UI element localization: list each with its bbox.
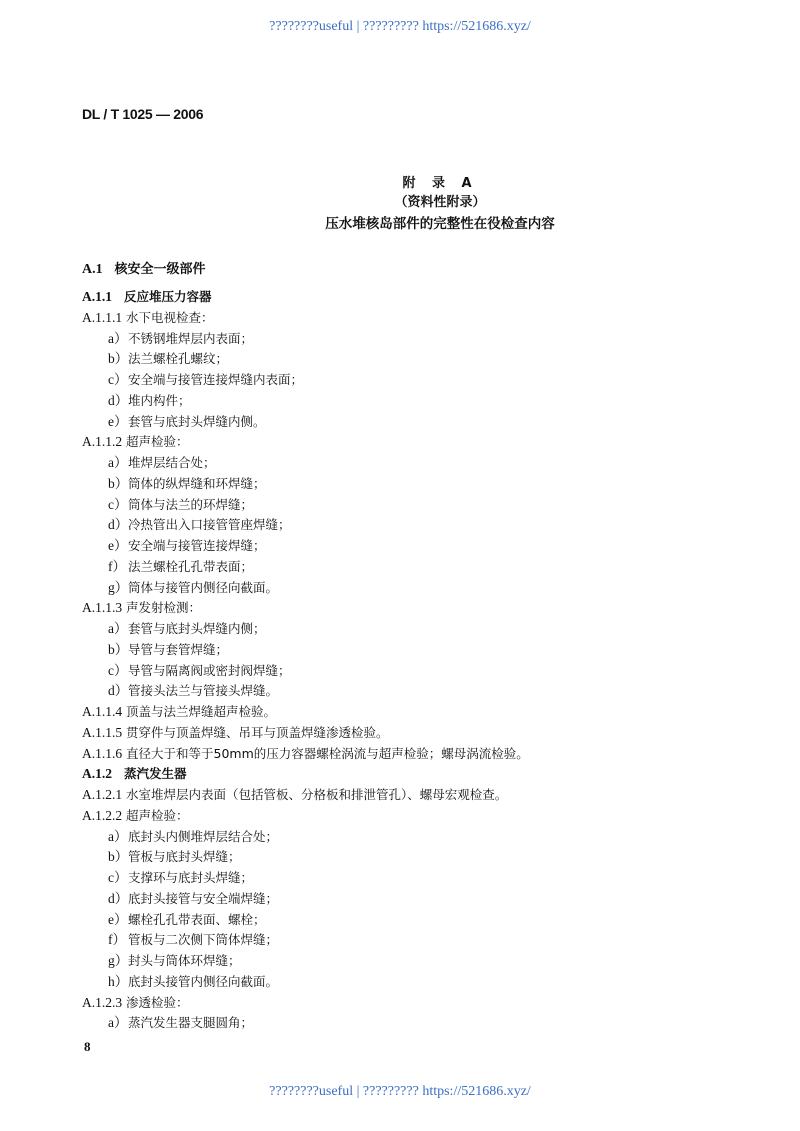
item-marker: e）	[108, 538, 128, 553]
clause	[82, 308, 782, 329]
clause	[82, 723, 782, 744]
list-item	[82, 827, 782, 848]
line-text: 贯穿件与顶盖焊缝、吊耳与顶盖焊缝渗透检验。	[126, 724, 389, 740]
line-text: 蒸汽发生器	[124, 766, 187, 782]
clause-number: A.1.2.1	[82, 787, 123, 802]
item-marker: a）	[108, 330, 128, 346]
line-text: 管板与底封头焊缝；	[128, 849, 241, 865]
list-item	[82, 370, 782, 391]
list-item	[82, 868, 782, 889]
document-body	[82, 287, 782, 1034]
line-text: 超声检验：	[126, 434, 189, 450]
item-marker: b）	[108, 351, 129, 367]
appendix-type: （资料性附录）	[394, 195, 486, 210]
list-item	[82, 930, 782, 951]
line-text: 套管与底封头焊缝内侧；	[128, 621, 266, 636]
list-item	[82, 951, 782, 972]
clause	[82, 598, 782, 619]
clause-number: A.1.2	[82, 766, 112, 782]
list-item	[82, 349, 782, 370]
list-item	[82, 619, 782, 640]
watermark-link-bottom[interactable]: ????????useful | ????????? https://521686.xyz/	[269, 1084, 531, 1099]
line-text: 不锈钢堆焊层内表面；	[128, 330, 254, 346]
list-item	[82, 515, 782, 536]
watermark-link-top[interactable]: ????????useful | ????????? https://521686.xyz/	[269, 19, 531, 34]
list-item	[82, 412, 782, 433]
clause-number: A.1.2.3	[82, 994, 123, 1010]
item-marker: e）	[108, 413, 128, 429]
section-heading	[82, 258, 206, 278]
clause-number: A.1.1.1	[82, 309, 123, 325]
clause-number: A.1.1.3	[82, 600, 123, 616]
item-marker: b）	[108, 849, 129, 865]
line-text: 超声检验：	[126, 807, 189, 823]
clause-number: A.1.1.6	[82, 745, 123, 761]
clause-number: A.1.2.2	[82, 807, 123, 823]
line-text: 封头与筒体环焊缝；	[128, 953, 241, 968]
line-text: 直径大于和等于50mm的压力容器螺栓涡流与超声检验；螺母涡流检验。	[126, 745, 529, 761]
clause-number: A.1.1.2	[82, 434, 123, 450]
clause	[82, 744, 782, 765]
appendix-label: 附 录 A	[402, 176, 478, 191]
line-text: 导管与套管焊缝；	[128, 641, 229, 657]
list-item	[82, 1013, 782, 1034]
item-marker: d）	[108, 890, 129, 906]
line-text: 支撑环与底封头焊缝；	[128, 870, 254, 885]
line-text: 堆焊层结合处；	[128, 455, 216, 470]
item-marker: f）	[108, 558, 126, 574]
list-item	[82, 495, 782, 516]
appendix-title: 压水堆核岛部件的完整性在役检查内容	[325, 216, 555, 232]
subsection-heading	[82, 764, 782, 785]
line-text: 法兰螺栓孔螺纹；	[128, 351, 229, 367]
clause	[82, 993, 782, 1014]
line-text: 法兰螺栓孔孔带表面；	[128, 558, 254, 574]
item-marker: e）	[108, 911, 128, 927]
line-text: 安全端与接管连接焊缝内表面；	[128, 372, 304, 387]
line-text: 筒体与接管内侧径向截面。	[128, 579, 279, 595]
page-number: 8	[84, 1039, 91, 1054]
line-text: 反应堆压力容器	[124, 289, 212, 304]
list-item	[82, 972, 782, 993]
item-marker: b）	[108, 475, 129, 491]
list-item	[82, 329, 782, 350]
list-item	[82, 910, 782, 931]
line-text: 顶盖与法兰焊缝超声检验。	[126, 704, 277, 719]
line-text: 渗透检验：	[126, 994, 189, 1010]
subsection-heading	[82, 287, 782, 308]
item-marker: a）	[108, 1015, 128, 1031]
list-item	[82, 578, 782, 599]
item-marker: a）	[108, 455, 128, 470]
item-marker: d）	[108, 392, 129, 408]
list-item	[82, 391, 782, 412]
item-marker: d）	[108, 517, 129, 533]
item-marker: b）	[108, 641, 129, 657]
clause	[82, 785, 782, 806]
list-item	[82, 474, 782, 495]
item-marker: a）	[108, 621, 128, 636]
item-marker: a）	[108, 828, 128, 844]
item-marker: g）	[108, 579, 129, 595]
line-text: 声发射检测：	[126, 600, 202, 616]
line-text: 水下电视检查：	[126, 309, 214, 325]
clause	[82, 702, 782, 723]
line-text: 安全端与接管连接焊缝；	[128, 538, 266, 553]
line-text: 堆内构件；	[128, 392, 191, 408]
line-text: 底封头内侧堆焊层结合处；	[128, 828, 279, 844]
item-marker: d）	[108, 683, 129, 699]
item-marker: h）	[108, 973, 129, 989]
line-text: 冷热管出入口接管管座焊缝；	[128, 517, 291, 533]
list-item	[82, 557, 782, 578]
list-item	[82, 847, 782, 868]
list-item	[82, 536, 782, 557]
clause-number: A.1.1.5	[82, 724, 123, 740]
line-text: 管板与二次侧下筒体焊缝；	[128, 932, 279, 948]
item-marker: g）	[108, 953, 129, 968]
line-text: 水室堆焊层内表面（包括管板、分格板和排泄管孔）、螺母宏观检查。	[126, 787, 508, 802]
clause	[82, 806, 782, 827]
clause-number: A.1.1.4	[82, 704, 123, 719]
line-text: 底封头接管内侧径向截面。	[128, 973, 279, 989]
line-text: 管接头法兰与管接头焊缝。	[128, 683, 279, 699]
item-marker: f）	[108, 932, 126, 948]
line-text: 底封头接管与安全端焊缝；	[128, 890, 279, 906]
list-item	[82, 889, 782, 910]
list-item	[82, 640, 782, 661]
item-marker: c）	[108, 496, 128, 512]
standard-number: DL / T 1025 — 2006	[82, 106, 204, 122]
line-text: 筒体与法兰的环焊缝；	[128, 496, 254, 512]
list-item	[82, 661, 782, 682]
list-item	[82, 453, 782, 474]
list-item	[82, 681, 782, 702]
clause-number: A.1.1	[82, 289, 112, 304]
item-marker: c）	[108, 372, 128, 387]
line-text: 蒸汽发生器支腿圆角；	[128, 1015, 254, 1031]
line-text: 套管与底封头焊缝内侧。	[128, 413, 266, 429]
item-marker: c）	[108, 870, 128, 885]
line-text: 筒体的纵焊缝和环焊缝；	[128, 475, 266, 491]
clause	[82, 432, 782, 453]
section-number: A.1	[82, 262, 103, 277]
line-text: 导管与隔离阀或密封阀焊缝；	[128, 662, 291, 678]
section-title: 核安全一级部件	[114, 262, 206, 277]
line-text: 螺栓孔孔带表面、螺栓；	[128, 911, 266, 927]
item-marker: c）	[108, 662, 128, 678]
